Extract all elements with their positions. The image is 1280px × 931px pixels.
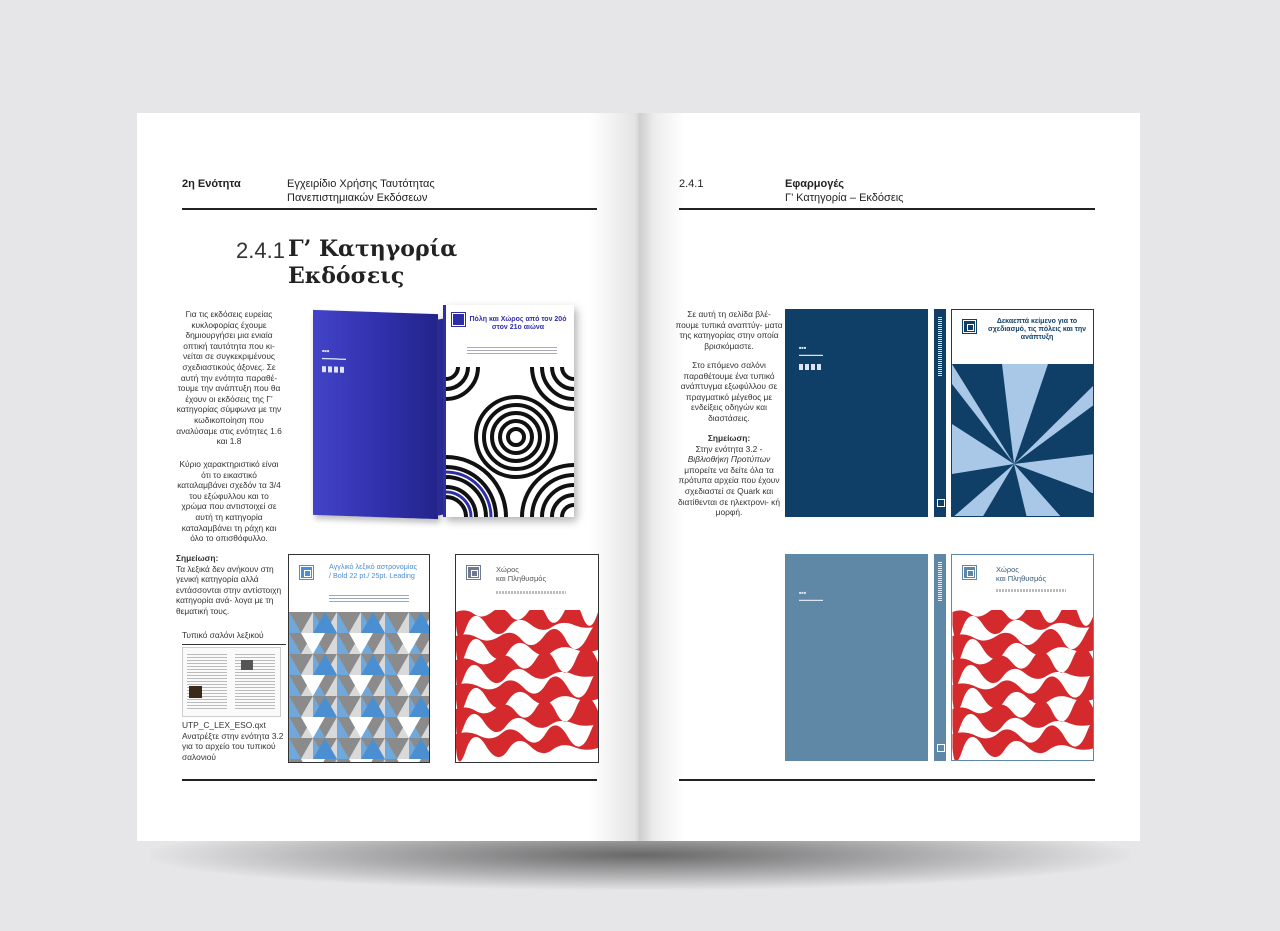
steel-back-cover[interactable]: ■■■ ▬▬▬▬▬▬ (785, 554, 928, 761)
concentric-arcs-artwork (446, 367, 574, 517)
right-note-block: Σημείωση: Στην ενότητα 3.2 - Βιβλιοθήκη Προτύπων μπορείτε να δείτε όλα τα πρότυπα αρχεία που έχουν σχεδιαστεί σε Quark και διατίθενται σε ηλεκτρονι- κή μορφή. (677, 433, 781, 518)
right-header-rule (679, 208, 1095, 210)
dictionary-spread-thumbnail[interactable] (182, 647, 281, 717)
book-front-title: Πόλη και Χώρος από τον 20ό στον 21ο αιώνα (469, 316, 567, 331)
dictionary-cover-title: Αγγλικό λεξικό αστρονομίας / Bold 22 pt./ 25pt. Leading (329, 562, 418, 580)
intro-paragraph: Για τις εκδόσεις ευρείας κυκλοφορίας έχουμε δημιουργήσει μια ενιαία οπτική ταυτότητα που κι- νείται σε συγκεκριμένους σχεδιαστικούς άξονες. Σε αυτή την ενότητα παραθέ- τουμε την ανάπτυξη που θα έχουν οι εκδόσεις της Γ’ κατηγορίας σύμφωνα με την κωδικοποίηση που αναλύσαμε στις ενότητες 1.6 και 1.8 (176, 309, 282, 447)
navy-back-cover[interactable]: ■■■ ▬▬▬▬▬▬ (785, 309, 928, 517)
logo-icon (963, 320, 976, 333)
book-front-cover[interactable] (443, 305, 574, 517)
steel-spine[interactable] (934, 554, 946, 761)
note-block: Σημείωση: Τα λεξικά δεν ανήκουν στη γενική κατηγορία αλλά εντάσσονται στην αντίστοιχη κατηγορία ανά- λογα με τη θεματική τους. (176, 553, 282, 616)
population-right-title: Χώρος και Πληθυσμός (996, 565, 1047, 583)
red-stripes-artwork (952, 610, 1094, 761)
logo-icon (467, 566, 480, 579)
page-title: Γ’ Κατηγορία Εκδόσεις (288, 236, 458, 289)
navy-front-cover[interactable] (951, 309, 1094, 517)
right-paragraph-1: Σε αυτή τη σελίδα βλέ- πουμε τυπικά αναπτύγ- ματα της κατηγορίας στην οποία βρισκόμαστε. (675, 309, 783, 351)
angular-shapes-artwork (952, 364, 1094, 517)
right-header-title: Εφαρμογές Γ’ Κατηγορία – Εκδόσεις (785, 178, 904, 204)
left-header-title: Εγχειρίδιο Χρήσης Ταυτότητας Πανεπιστημιακών Εκδόσεων (287, 178, 435, 204)
caption-rule (182, 644, 286, 645)
red-stripes-artwork (456, 610, 598, 762)
navy-spine[interactable] (934, 309, 946, 517)
logo-icon (937, 499, 945, 507)
right-page (639, 113, 1140, 841)
left-header-rule (182, 208, 597, 210)
spread-caption: Τυπικό σαλόνι λεξικού (182, 630, 264, 640)
file-info: UTP_C_LEX_ESO.qxt Ανατρέξτε στην ενότητα 3.2 για το αρχείο του τυπικού σαλονιού (182, 720, 284, 762)
right-header-number: 2.4.1 (679, 178, 704, 190)
logo-icon (937, 744, 945, 752)
triangle-pattern-artwork (289, 612, 429, 762)
second-paragraph: Κύριο χαρακτηριστικό είναι ότι το εικαστικό καταλαμβάνει σχεδόν τα 3/4 του εξώφυλλου και το χρώμα που αντιστοιχεί σε αυτή τη κατηγορία καταλαμβάνει τη ράχη και όλο το οπισθόφυλλο. (177, 459, 281, 544)
logo-icon (963, 566, 976, 579)
logo-icon (452, 313, 465, 326)
book-back-cover: ■■■ ▬▬▬▬▬▬ (313, 310, 438, 519)
left-header-section: 2η Ενότητα (182, 178, 241, 190)
title-number: 2.4.1 (236, 238, 285, 263)
population-cover-left[interactable] (455, 554, 599, 763)
left-page (137, 113, 640, 841)
logo-icon (300, 566, 313, 579)
dictionary-cover[interactable] (288, 554, 430, 763)
right-paragraph-2: Στο επόμενο σαλόνι παραθέτουμε ένα τυπικό ανάπτυγμα εξωφύλλου σε πραγματικό μέγεθος με ενδείξεις οδηγών και διαστάσεις. (680, 360, 778, 423)
navy-cover-title: Δεκαεπτά κείμενο για το σχεδιασμό, τις πόλεις και την ανάπτυξη (987, 318, 1087, 341)
population-cover-title: Χώρος και Πληθυσμός (496, 565, 547, 583)
right-footer-rule (679, 779, 1095, 781)
population-cover-right[interactable] (951, 554, 1094, 761)
left-footer-rule (182, 779, 597, 781)
